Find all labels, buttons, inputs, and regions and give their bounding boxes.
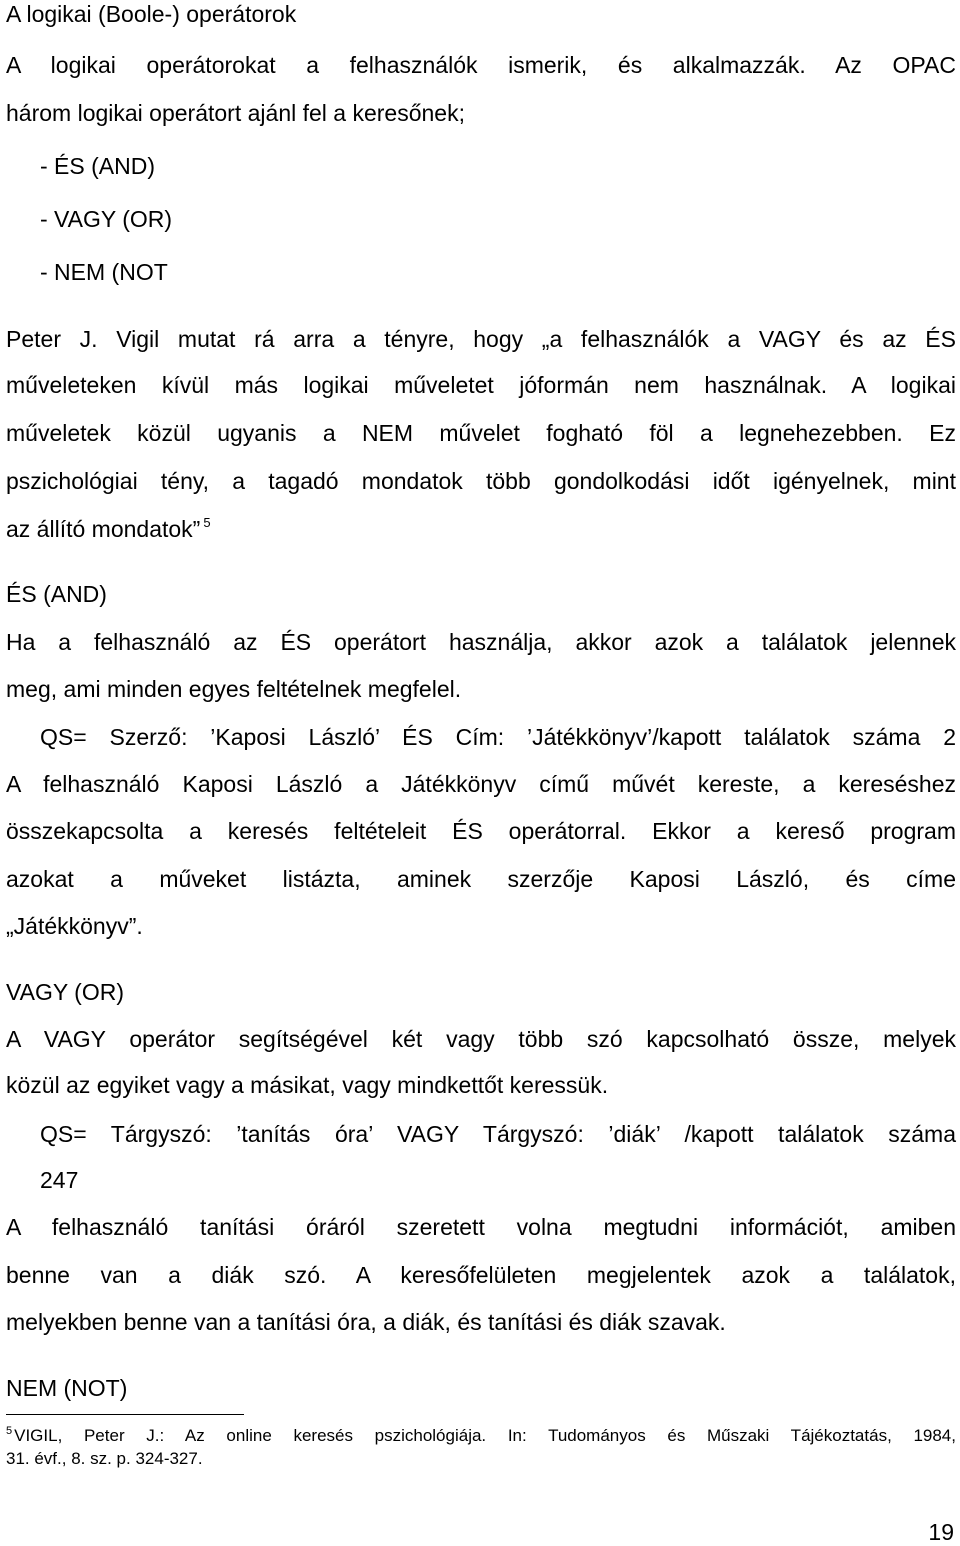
and-desc-line-1: Ha a felhasználó az ÉS operátort használja, akkor azok a találatok jelennek bbox=[6, 629, 956, 655]
or-desc-line-1: A VAGY operátor segítségével két vagy több szó kapcsolható össze, melyek bbox=[6, 1026, 956, 1052]
not-section-title: NEM (NOT) bbox=[6, 1375, 128, 1401]
footnote-line-2: 31. évf., 8. sz. p. 324-327. bbox=[6, 1449, 203, 1468]
or-expl-line-2: benne van a diák szó. A keresőfelületen megjelentek azok a találatok, bbox=[6, 1262, 956, 1288]
vigil-line-1: Peter J. Vigil mutat rá arra a tényre, hogy „a felhasználók a VAGY és az ÉS bbox=[6, 326, 956, 352]
vigil-line-3: műveletek közül ugyanis a NEM művelet fogható föl a legnehezebben. Ez bbox=[6, 420, 956, 446]
footnote-line-1 bbox=[6, 1425, 956, 1449]
or-query-line-2: 247 bbox=[40, 1167, 79, 1193]
vigil-line-5-text: az állító mondatok” bbox=[6, 516, 201, 542]
or-expl-line-3: melyekben benne van a tanítási óra, a diák, és tanítási és diák szavak. bbox=[6, 1309, 726, 1335]
vigil-line-4: pszichológiai tény, a tagadó mondatok több gondolkodási időt igényelnek, mint bbox=[6, 468, 956, 494]
or-expl-line-1: A felhasználó tanítási óráról szeretett volna megtudni információt, amiben bbox=[6, 1214, 956, 1240]
intro-line-1: A logikai operátorokat a felhasználók ismerik, és alkalmazzák. Az OPAC bbox=[6, 52, 956, 78]
and-section-title: ÉS (AND) bbox=[6, 581, 107, 607]
and-expl-line-1: A felhasználó Kaposi László a Játékkönyv című művét kereste, a kereséshez bbox=[6, 771, 956, 797]
and-expl-line-3: azokat a műveket listázta, aminek szerzője Kaposi László, és címe bbox=[6, 866, 956, 892]
or-desc-line-2: közül az egyiket vagy a másikat, vagy mindkettőt keressük. bbox=[6, 1072, 609, 1098]
section-heading: A logikai (Boole-) operátorok bbox=[6, 1, 297, 27]
or-query-line-1: QS= Tárgyszó: ’tanítás óra’ VAGY Tárgyszó: ’diák’ /kapott találatok száma bbox=[40, 1121, 956, 1147]
or-section-title: VAGY (OR) bbox=[6, 979, 124, 1005]
vigil-line-5 bbox=[6, 515, 211, 547]
list-item-and: - ÉS (AND) bbox=[40, 153, 155, 179]
footnote-ref[interactable]: 5 bbox=[203, 515, 211, 530]
intro-line-2: három logikai operátort ajánl fel a keresőnek; bbox=[6, 100, 465, 126]
and-query: QS= Szerző: ’Kaposi László’ ÉS Cím: ’Játékkönyv’/kapott találatok száma 2 bbox=[40, 724, 956, 750]
page-number: 19 bbox=[928, 1519, 954, 1545]
and-expl-line-4: „Játékkönyv”. bbox=[6, 913, 143, 939]
vigil-line-2: műveleteken kívül más logikai műveletet jóformán nem használnak. A logikai bbox=[6, 372, 956, 398]
list-item-or: - VAGY (OR) bbox=[40, 206, 173, 232]
footnote-line-1-text: VIGIL, Peter J.: Az online keresés pszichológiája. In: Tudományos és Műszaki Tájékoztatás, 1984, bbox=[14, 1426, 956, 1445]
footnote-number: 5 bbox=[6, 1425, 13, 1437]
list-item-not: - NEM (NOT bbox=[40, 259, 168, 285]
and-desc-line-2: meg, ami minden egyes feltételnek megfelel. bbox=[6, 676, 462, 702]
footnote-separator bbox=[6, 1414, 244, 1415]
and-expl-line-2: összekapcsolta a keresés feltételeit ÉS operátorral. Ekkor a kereső program bbox=[6, 818, 956, 844]
